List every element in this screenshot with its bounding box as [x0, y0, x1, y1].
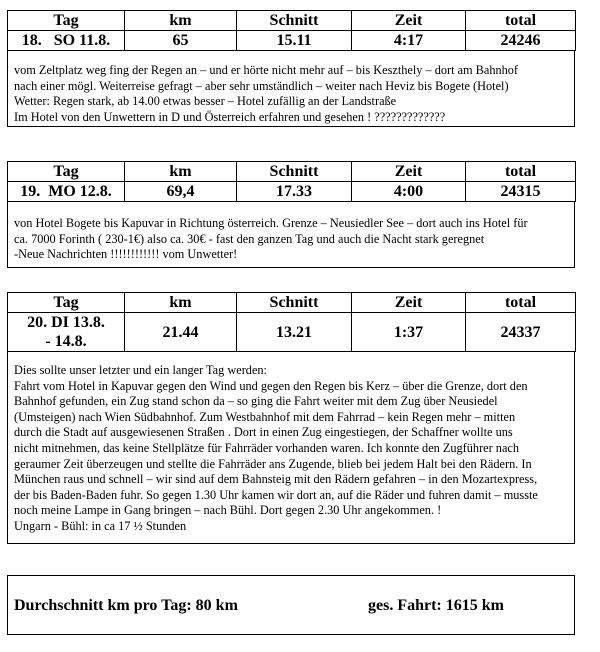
km-cell: 65: [125, 31, 237, 51]
header-total: total: [466, 162, 576, 182]
header-total: total: [466, 11, 576, 31]
note-line: durch die Stadt auf ausgewiesenen Straßen . Dort in einen Zug eingestiegen, der Schaffner wollte uns: [14, 425, 513, 440]
note-line: Wetter: Regen stark, ab 14.00 etwas besser – Hotel zufällig an der Landstraße: [14, 94, 397, 109]
note-line: noch meine Lampe in Gang bringen – nach Bühl. Dort gegen 2.30 Uhr angekommen. !: [14, 503, 442, 518]
header-km: km: [125, 162, 237, 182]
day-cell: 18. SO 11.8.: [8, 31, 125, 51]
average-km-per-day: Durchschnitt km pro Tag: 80 km: [14, 597, 238, 614]
note-line: nicht mitnehmen, das keine Stellplätze für Fahrräder vorhanden waren. Ich konnte den Zugführer nach: [14, 440, 520, 455]
values-row: [8, 31, 576, 51]
values-row: [8, 313, 576, 352]
header-zeit: Zeit: [352, 11, 466, 31]
day-line: - 14.8.: [45, 333, 87, 350]
header-zeit: Zeit: [352, 162, 466, 182]
total-cell: 24315: [466, 182, 576, 202]
note-line: Im Hotel von den Unwettern in D und Österreich erfahren und gesehen ! ?????????????: [14, 109, 446, 124]
day-entry-18: [7, 10, 575, 127]
note-line: Dies sollte unser letzter und ein langer Tag werden:: [14, 363, 267, 377]
header-tag: Tag: [8, 162, 125, 182]
day-note: [7, 51, 575, 127]
header-schnitt: Schnitt: [237, 293, 352, 313]
note-line: München raus und schnell – wir sind auf dem Bahnsteig mit den Rädern gefahren – in den Mozartexpress,: [14, 472, 538, 487]
note-line: ca. 7000 Forinth ( 230-1€) also ca. 30€ - fast den ganzen Tag und auch die Nacht stark geregnet: [14, 231, 485, 246]
note-line: nach einer mögl. Weiterreise gefragt – aber sehr umständlich – weiter nach Heviz bis Bogete (Hotel): [14, 78, 509, 93]
total-cell: 24246: [466, 31, 576, 51]
header-zeit: Zeit: [352, 293, 466, 313]
note-line: (Umsteigen) nach Wien Südbahnhof. Zum Westbahnhof mit dem Fahrrad – kein Regen mehr – mitten: [14, 409, 516, 424]
note-line: der bis Baden-Baden fuhr. So gegen 1.30 Uhr kamen wir dort an, auf die Räder und fuhren damit – musste: [14, 487, 538, 502]
header-total: total: [466, 293, 576, 313]
total-cell: 24337: [466, 313, 576, 352]
zeit-cell: 1:37: [352, 313, 466, 352]
note-line: Fahrt vom Hotel in Kapuvar gegen den Wind und gegen den Regen bis Kerz – über die Grenze, dort den: [14, 378, 528, 393]
stats-table: [7, 161, 576, 202]
note-line: -Neue Nachrichten !!!!!!!!!!!! vom Unwetter!: [14, 247, 238, 262]
km-cell: 21.44: [125, 313, 237, 352]
day-note: [7, 352, 575, 544]
total-distance: ges. Fahrt: 1615 km: [368, 597, 504, 614]
note-line: geraumer Zeit überzeugen und stellte die Fahrräder ans Zugende, blieb bei jedem Halt bei den Rädern. In: [14, 456, 532, 471]
note-line: von Hotel Bogete bis Kapuvar in Richtung österreich. Grenze – Neusiedler See – dort auch ins Hotel für: [14, 216, 528, 230]
header-row: [8, 162, 576, 182]
stats-table: [7, 10, 576, 51]
header-tag: Tag: [8, 293, 125, 313]
header-row: [8, 11, 576, 31]
stats-table: [7, 292, 576, 352]
day-cell: 19. MO 12.8.: [8, 182, 125, 202]
day-cell: [8, 313, 125, 352]
km-cell: 69,4: [125, 182, 237, 202]
day-line: 20. DI 13.8.: [27, 314, 105, 331]
header-km: km: [125, 11, 237, 31]
note-line: Ungarn - Bühl: in ca 17 ½ Stunden: [14, 518, 187, 533]
header-km: km: [125, 293, 237, 313]
values-row: [8, 182, 576, 202]
schnitt-cell: 15.11: [237, 31, 352, 51]
note-line: Bahnhof gefunden, ein Zug stand schon da – so ging die Fahrt weiter mit dem Zug über Neusiedel: [14, 394, 498, 409]
zeit-cell: 4:00: [352, 182, 466, 202]
header-row: [8, 293, 576, 313]
summary-box: [7, 575, 575, 635]
header-tag: Tag: [8, 11, 125, 31]
day-entry-20: [7, 292, 575, 544]
day-note: [7, 202, 575, 268]
schnitt-cell: 13.21: [237, 313, 352, 352]
header-schnitt: Schnitt: [237, 11, 352, 31]
schnitt-cell: 17.33: [237, 182, 352, 202]
day-entry-19: [7, 161, 575, 268]
header-schnitt: Schnitt: [237, 162, 352, 182]
zeit-cell: 4:17: [352, 31, 466, 51]
note-line: vom Zeltplatz weg fing der Regen an – und er hörte nicht mehr auf – bis Keszthely – dort am Bahnhof: [14, 63, 519, 77]
